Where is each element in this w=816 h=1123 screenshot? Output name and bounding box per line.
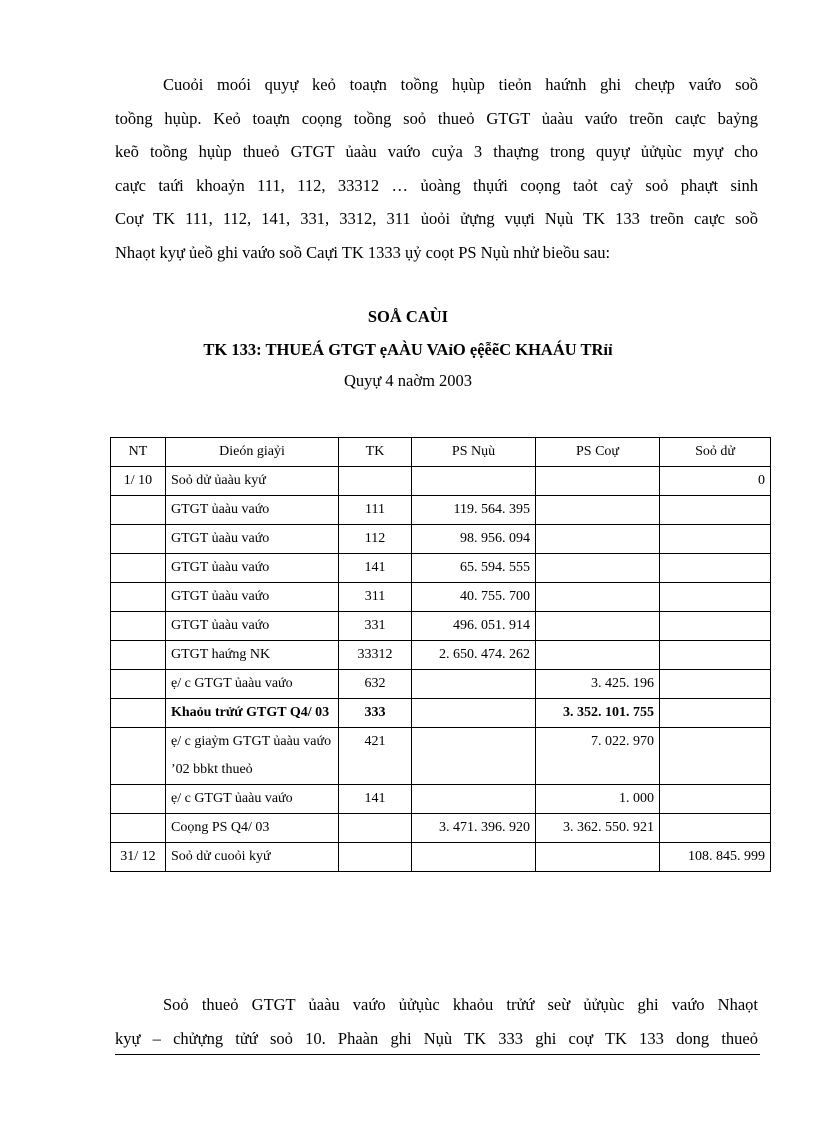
cell-balance: 0 bbox=[660, 467, 771, 496]
cell-nt: 31/ 12 bbox=[111, 843, 166, 872]
cell-account bbox=[339, 814, 412, 843]
ledger-subtitle: TK 133: THUEÁ GTGT ẹAÀU VAỉO ẹệễẽC KHAÁU TRỉỉ bbox=[203, 340, 613, 359]
header-credit: PS Coự bbox=[536, 438, 660, 467]
outro-paragraph bbox=[115, 988, 758, 1055]
cell-nt bbox=[111, 728, 166, 785]
cell-debit bbox=[412, 728, 536, 785]
cell-nt bbox=[111, 670, 166, 699]
intro-line: Cuoỏi moói quyự keỏ toaựn toồng hụùp tieỏn haứnh ghi cheựp vaứo soồ bbox=[163, 75, 758, 94]
cell-balance bbox=[660, 785, 771, 814]
header-debit: PS Nụù bbox=[412, 438, 536, 467]
cell-description: GTGT ủaàu vaứo bbox=[166, 525, 339, 554]
cell-debit bbox=[412, 785, 536, 814]
cell-account: 141 bbox=[339, 554, 412, 583]
cell-nt bbox=[111, 554, 166, 583]
cell-nt bbox=[111, 814, 166, 843]
cell-account bbox=[339, 467, 412, 496]
cell-balance bbox=[660, 699, 771, 728]
intro-line: toồng hụùp. Keỏ toaựn coọng toồng soỏ thueỏ GTGT ủaàu vaứo treõn caực baỷng bbox=[115, 108, 758, 128]
cell-description: ẹ/ c GTGT ủaàu vaứo bbox=[166, 785, 339, 814]
cell-nt bbox=[111, 699, 166, 728]
cell-balance bbox=[660, 612, 771, 641]
cell-balance: 108. 845. 999 bbox=[660, 843, 771, 872]
cell-account: 111 bbox=[339, 496, 412, 525]
cell-balance bbox=[660, 496, 771, 525]
cell-nt bbox=[111, 496, 166, 525]
cell-balance bbox=[660, 814, 771, 843]
cell-account: 331 bbox=[339, 612, 412, 641]
cell-debit: 119. 564. 395 bbox=[412, 496, 536, 525]
cell-debit: 98. 956. 094 bbox=[412, 525, 536, 554]
cell-debit bbox=[412, 467, 536, 496]
cell-debit: 65. 594. 555 bbox=[412, 554, 536, 583]
outro-line: kyự – chửựng tửứ soỏ 10. Phaàn ghi Nụù TK 333 ghi coự TK 133 dong thueỏ bbox=[115, 1028, 758, 1048]
cell-account: 333 bbox=[339, 699, 412, 728]
cell-credit bbox=[536, 496, 660, 525]
table-row bbox=[111, 699, 771, 728]
ledger-title: SOÅ CAÙI bbox=[367, 307, 449, 326]
table-row bbox=[111, 843, 771, 872]
cell-credit bbox=[536, 467, 660, 496]
table-row bbox=[111, 728, 771, 785]
cell-description: GTGT ủaàu vaứo bbox=[166, 583, 339, 612]
cell-credit bbox=[536, 583, 660, 612]
cell-debit: 3. 471. 396. 920 bbox=[412, 814, 536, 843]
cell-credit bbox=[536, 554, 660, 583]
table-row bbox=[111, 814, 771, 843]
cell-debit bbox=[412, 699, 536, 728]
intro-line: Coự TK 111, 112, 141, 331, 3312, 311 ủoỏi ửựng vụựi Nụù TK 133 treõn caực soồ bbox=[115, 209, 758, 228]
cell-credit bbox=[536, 641, 660, 670]
cell-nt: 1/ 10 bbox=[111, 467, 166, 496]
cell-debit bbox=[412, 843, 536, 872]
header-balance: Soỏ dử bbox=[660, 438, 771, 467]
ledger-period: Quyự 4 naờm 2003 bbox=[343, 371, 473, 390]
cell-account: 632 bbox=[339, 670, 412, 699]
intro-line: caực taứi khoaỷn 111, 112, 33312 … ủoàng thụứi coọng taỏt caỷ soỏ phaựt sinh bbox=[115, 175, 758, 195]
cell-credit: 3. 362. 550. 921 bbox=[536, 814, 660, 843]
cell-balance bbox=[660, 641, 771, 670]
cell-balance bbox=[660, 728, 771, 785]
table-row bbox=[111, 496, 771, 525]
table-row bbox=[111, 583, 771, 612]
cell-debit: 40. 755. 700 bbox=[412, 583, 536, 612]
cell-nt bbox=[111, 525, 166, 554]
table-row bbox=[111, 785, 771, 814]
cell-description: ẹ/ c GTGT ủaàu vaứo bbox=[166, 670, 339, 699]
cell-account: 33312 bbox=[339, 641, 412, 670]
cell-description: Soỏ dử ủaàu kyứ bbox=[166, 467, 339, 496]
ledger-table bbox=[110, 437, 771, 872]
cell-description: GTGT ủaàu vaứo bbox=[166, 554, 339, 583]
table-row bbox=[111, 467, 771, 496]
header-description: Dieón giaỷi bbox=[166, 438, 339, 467]
cell-balance bbox=[660, 670, 771, 699]
cell-debit bbox=[412, 670, 536, 699]
intro-line: Nhaọt kyự ủeồ ghi vaứo soồ Caựi TK 1333 ụỷ coọt PS Nụù nhử bieồu sau: bbox=[115, 242, 611, 262]
cell-account: 311 bbox=[339, 583, 412, 612]
cell-nt bbox=[111, 785, 166, 814]
cell-account bbox=[339, 843, 412, 872]
table-row bbox=[111, 670, 771, 699]
intro-line: keõ toồng hụùp thueỏ GTGT ủaàu vaứo cuỷa 3 thaựng trong quyự ủửụùc myự cho bbox=[115, 142, 758, 161]
cell-description: ẹ/ c giaỷm GTGT ủaàu vaứo ’02 bbkt thueỏ bbox=[166, 728, 339, 785]
cell-description: Coọng PS Q4/ 03 bbox=[166, 814, 339, 843]
table-row bbox=[111, 641, 771, 670]
table-row bbox=[111, 525, 771, 554]
header-account: TK bbox=[339, 438, 412, 467]
table-header-row bbox=[111, 438, 771, 467]
cell-account: 421 bbox=[339, 728, 412, 785]
cell-description: GTGT ủaàu vaứo bbox=[166, 496, 339, 525]
intro-paragraph bbox=[115, 68, 758, 269]
cell-account: 141 bbox=[339, 785, 412, 814]
cell-description: GTGT ủaàu vaứo bbox=[166, 612, 339, 641]
cell-credit bbox=[536, 612, 660, 641]
header-nt: NT bbox=[111, 438, 166, 467]
outro-line: Soỏ thueỏ GTGT ủaàu vaứo ủửụùc khaỏu trửứ seừ ủửụùc ghi vaứo Nhaọt bbox=[163, 995, 758, 1014]
footer-rule bbox=[115, 1054, 760, 1055]
cell-balance bbox=[660, 525, 771, 554]
cell-description: GTGT haứng NK bbox=[166, 641, 339, 670]
cell-debit: 2. 650. 474. 262 bbox=[412, 641, 536, 670]
cell-debit: 496. 051. 914 bbox=[412, 612, 536, 641]
table-row bbox=[111, 612, 771, 641]
cell-credit: 3. 425. 196 bbox=[536, 670, 660, 699]
cell-credit: 3. 352. 101. 755 bbox=[536, 699, 660, 728]
cell-credit: 7. 022. 970 bbox=[536, 728, 660, 785]
cell-account: 112 bbox=[339, 525, 412, 554]
cell-nt bbox=[111, 641, 166, 670]
cell-credit bbox=[536, 525, 660, 554]
cell-description: Khaỏu trửứ GTGT Q4/ 03 bbox=[166, 699, 339, 728]
cell-nt bbox=[111, 583, 166, 612]
cell-description: Soỏ dử cuoỏi kyứ bbox=[166, 843, 339, 872]
cell-credit bbox=[536, 843, 660, 872]
cell-balance bbox=[660, 583, 771, 612]
table-row bbox=[111, 554, 771, 583]
cell-credit: 1. 000 bbox=[536, 785, 660, 814]
cell-balance bbox=[660, 554, 771, 583]
cell-nt bbox=[111, 612, 166, 641]
